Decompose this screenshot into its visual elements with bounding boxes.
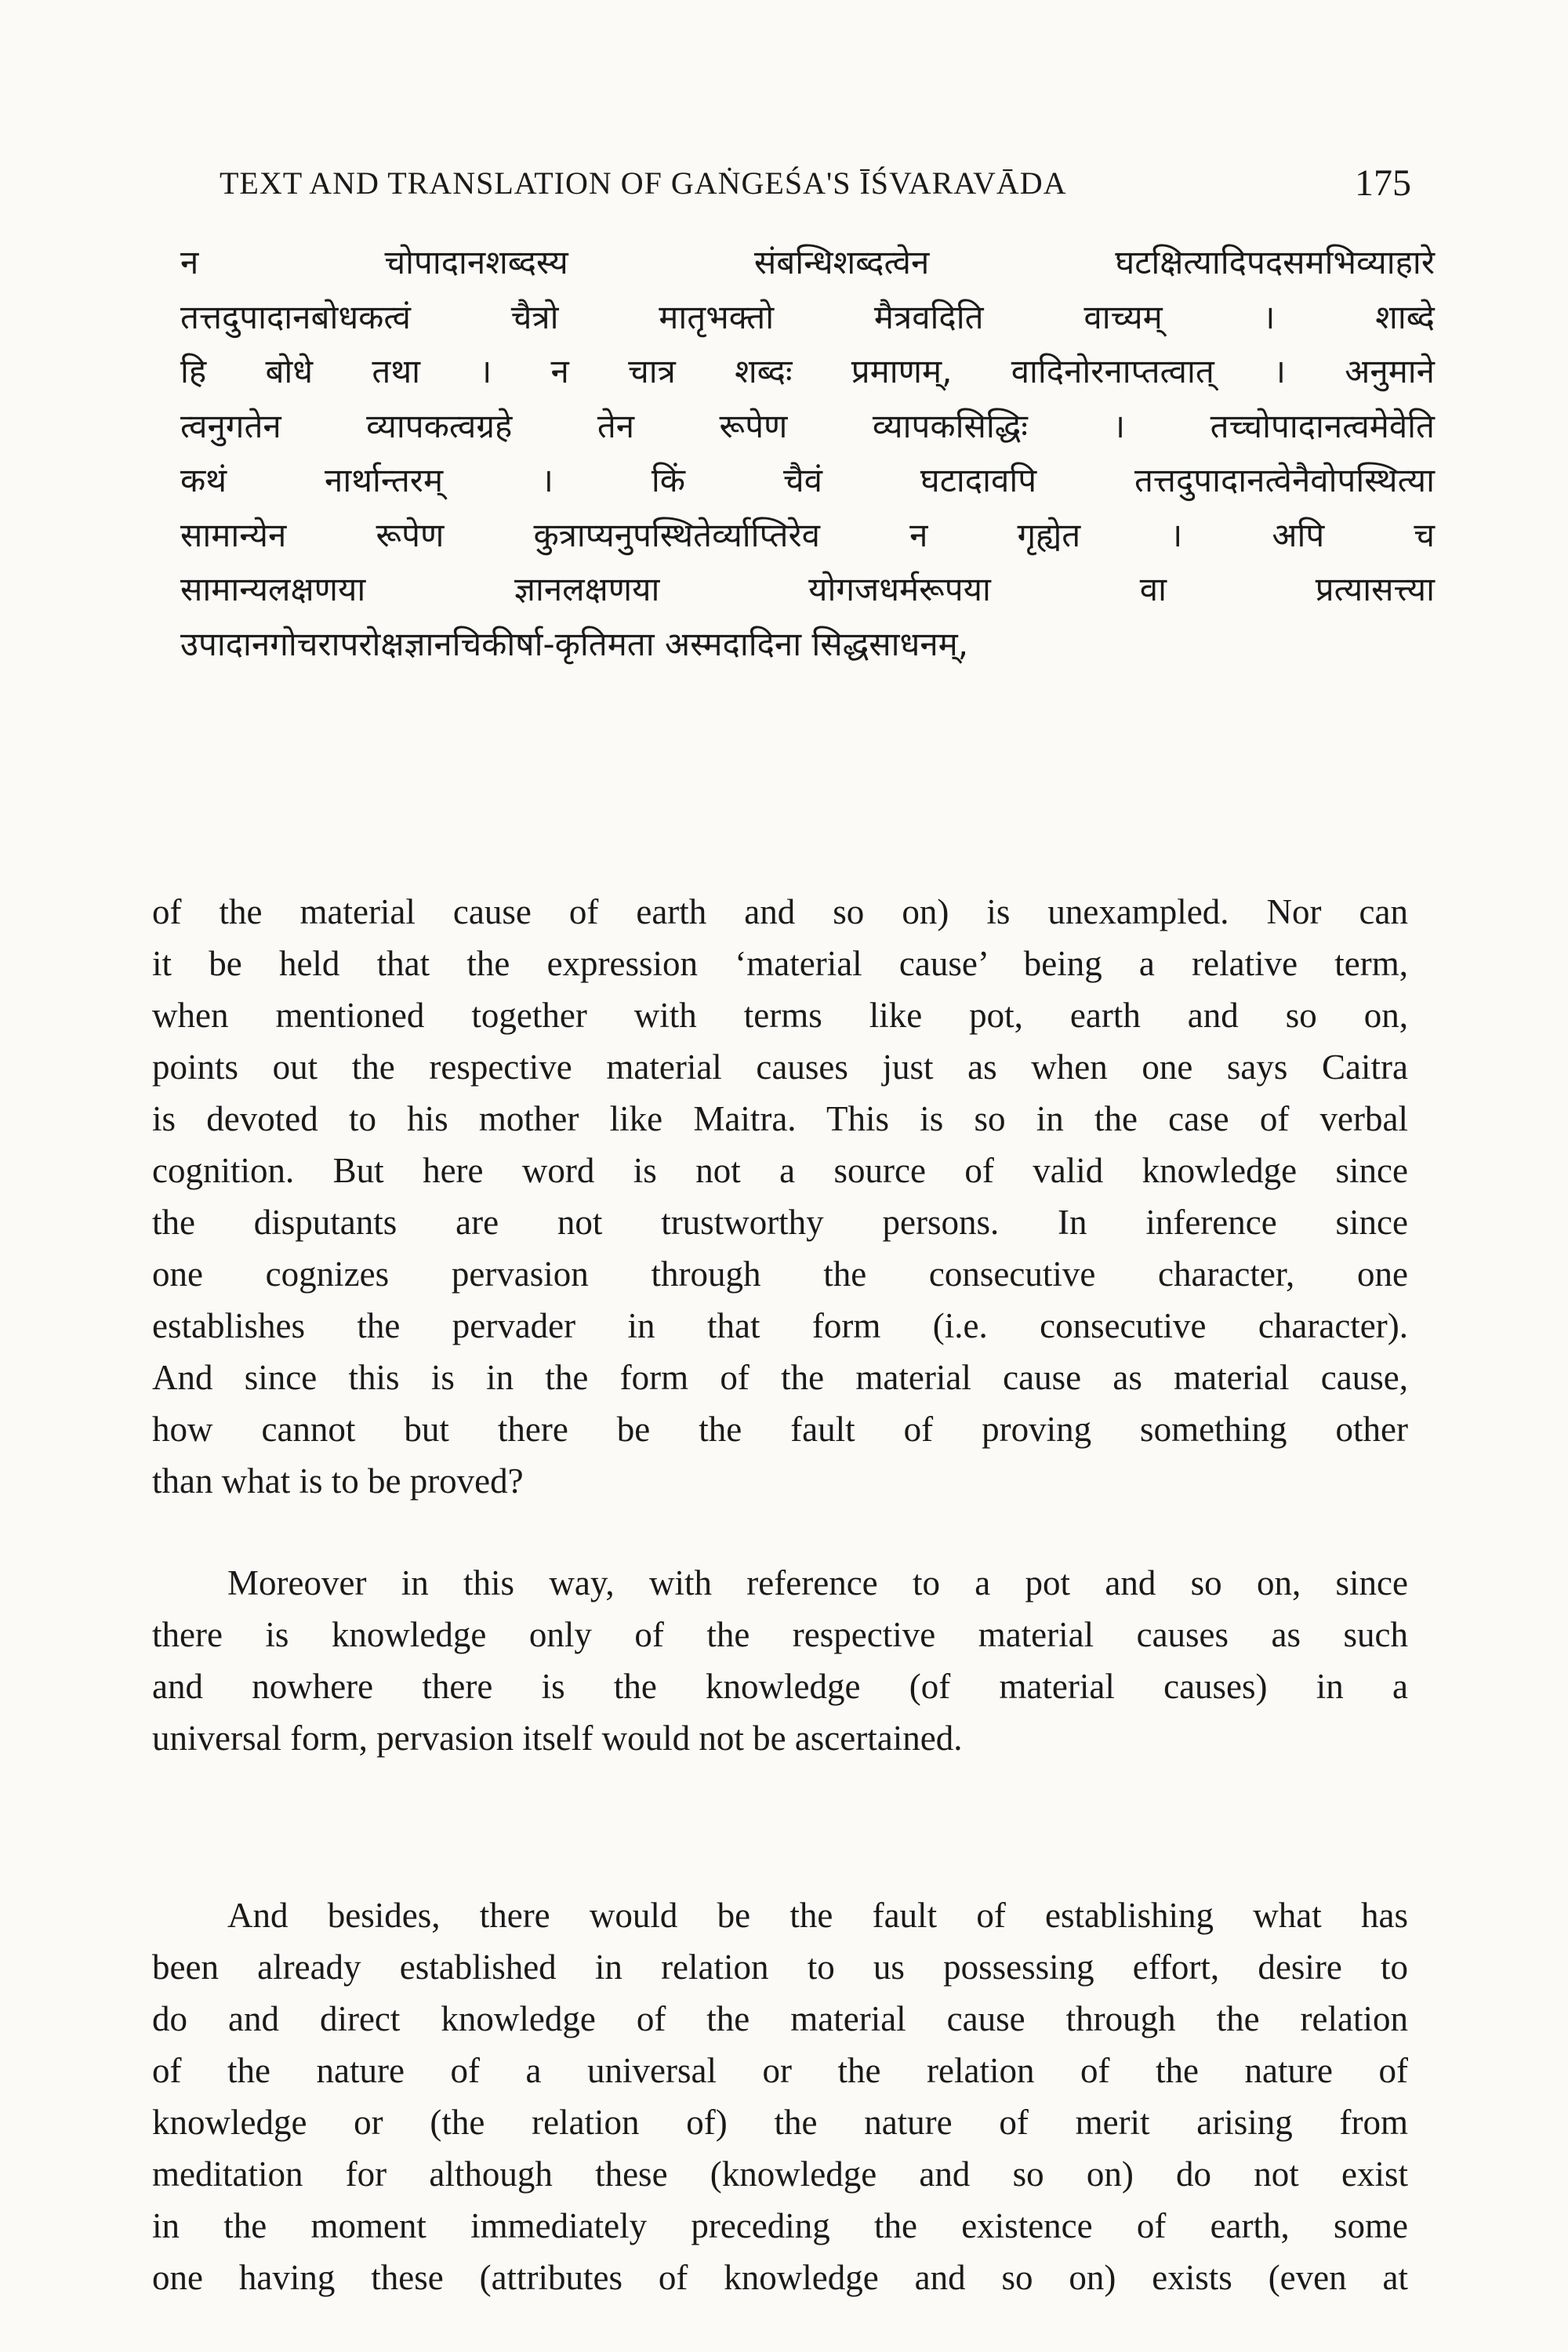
paragraph-line: when mentioned together with terms like pot, earth and so on, xyxy=(152,996,1408,1035)
paragraph-line: there is knowledge only of the respective material causes as such xyxy=(152,1615,1408,1654)
sanskrit-line: सामान्येन रूपेण कुत्राप्यनुपस्थितेर्व्याप्तिरेव न गृह्येत । अपि च xyxy=(180,515,1435,554)
paragraph-line: Moreover in this way, with reference to a pot and so on, since xyxy=(227,1563,1408,1602)
paragraph-line: establishes the pervader in that form (i.e. consecutive character). xyxy=(152,1306,1408,1345)
translation-paragraph xyxy=(152,1557,1408,1764)
sanskrit-line: हि बोधे तथा । न चात्र शब्दः प्रमाणम्, वादिनोरनाप्तत्वात् । अनुमाने xyxy=(180,352,1435,390)
running-head xyxy=(220,162,1411,220)
sanskrit-line: सामान्यलक्षणया ज्ञानलक्षणया योगजधर्मरूपया वा प्रत्यासत्त्या xyxy=(180,570,1435,608)
sanskrit-line: कथं नार्थान्तरम् । किं चैवं घटादावपि तत्तदुपादानत्वेनैवोपस्थित्या xyxy=(180,461,1435,499)
paragraph-line: cognition. But here word is not a source of valid knowledge since xyxy=(152,1151,1408,1190)
paragraph-line: how cannot but there be the fault of proving something other xyxy=(152,1410,1408,1449)
translation-paragraph xyxy=(152,886,1408,1507)
sanskrit-line: न चोपादानशब्दस्य संबन्धिशब्दत्वेन घटक्षित्यादिपदसमभिव्याहारे xyxy=(180,243,1435,281)
paragraph-line: meditation for although these (knowledge and so on) do not exist xyxy=(152,2154,1408,2194)
paragraph-line: is devoted to his mother like Maitra. This is so in the case of verbal xyxy=(152,1099,1408,1138)
sanskrit-line: उपादानगोचरापरोक्षज्ञानचिकीर्षा-कृतिमता अस्मदादिना सिद्धसाधनम्, xyxy=(180,624,969,663)
sanskrit-line: त्वनुगतेन व्यापकत्वग्रहे तेन रूपेण व्यापकसिद्धिः । तच्चोपादानत्वमेवेति xyxy=(180,406,1435,445)
page-number: 175 xyxy=(1355,162,1411,204)
sanskrit-text-block xyxy=(180,235,1435,671)
paragraph-line: And since this is in the form of the material cause as material cause, xyxy=(152,1358,1408,1397)
paragraph-line: than what is to be proved? xyxy=(152,1461,524,1501)
paragraph-line: and nowhere there is the knowledge (of material causes) in a xyxy=(152,1667,1408,1706)
paragraph-line: of the material cause of earth and so on) is unexampled. Nor can xyxy=(152,892,1408,931)
translation-paragraph xyxy=(152,1889,1408,2303)
paragraph-line: one cognizes pervasion through the consecutive character, one xyxy=(152,1254,1408,1294)
paragraph-line: in the moment immediately preceding the existence of earth, some xyxy=(152,2206,1408,2245)
paragraph-line: the disputants are not trustworthy persons. In inference since xyxy=(152,1203,1408,1242)
sanskrit-line: तत्तदुपादानबोधकत्वं चैत्रो मातृभक्तो मैत्रवदिति वाच्यम् । शाब्दे xyxy=(180,297,1435,336)
paragraph-line: universal form, pervasion itself would not be ascertained. xyxy=(152,1719,963,1758)
paragraph-line: And besides, there would be the fault of establishing what has xyxy=(227,1896,1408,1935)
paragraph-line: one having these (attributes of knowledge and so on) exists (even at xyxy=(152,2258,1408,2297)
paragraph-line: knowledge or (the relation of) the nature of merit arising from xyxy=(152,2103,1408,2142)
paragraph-line: been already established in relation to us possessing effort, desire to xyxy=(152,1947,1408,1987)
paragraph-line: points out the respective material causes just as when one says Caitra xyxy=(152,1047,1408,1087)
paragraph-line: of the nature of a universal or the relation of the nature of xyxy=(152,2051,1408,2090)
running-title: TEXT AND TRANSLATION OF GAṄGEŚA'S ĪŚVARAVĀDA xyxy=(220,165,1067,201)
paragraph-line: it be held that the expression ‘material cause’ being a relative term, xyxy=(152,944,1408,983)
paragraph-line: do and direct knowledge of the material cause through the relation xyxy=(152,1999,1408,2038)
